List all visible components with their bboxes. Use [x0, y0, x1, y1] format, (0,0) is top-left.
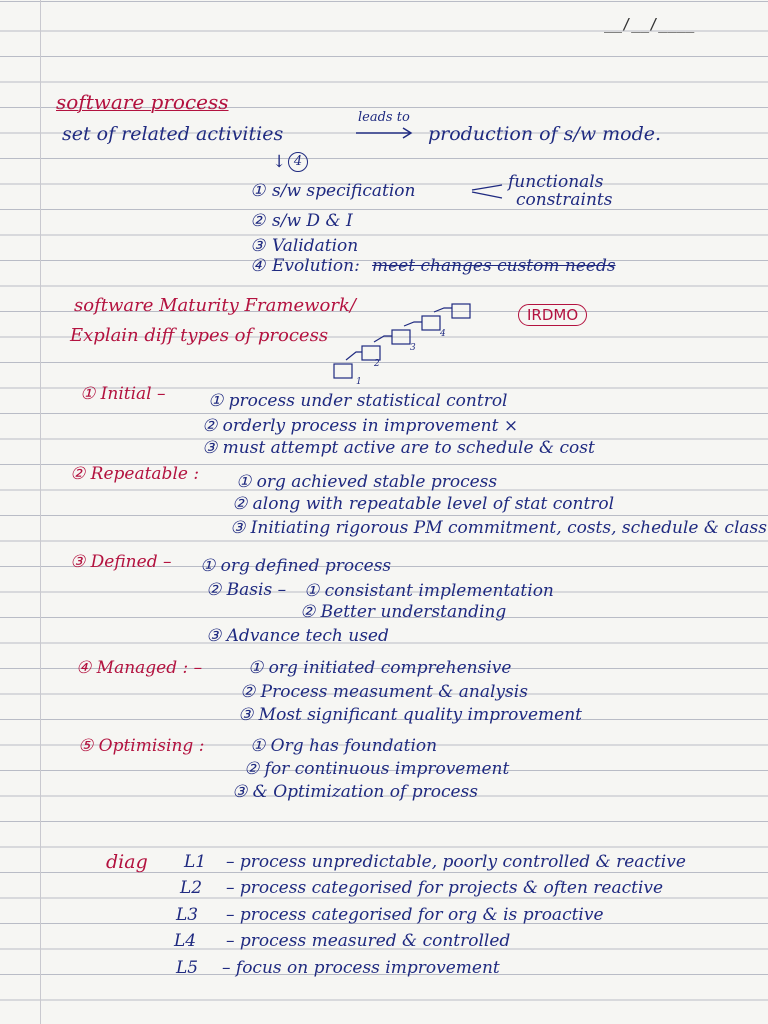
level-1-name: Initial	[100, 384, 152, 404]
stair-step-3: 3	[410, 343, 416, 353]
activity-count: 4	[288, 152, 308, 172]
level-1-point-1: ① process under statistical control	[208, 391, 508, 411]
intro-item-2-num: ②	[250, 211, 266, 231]
intro-item-4: Evolution:	[272, 256, 360, 276]
margin-line	[40, 0, 41, 1024]
diag-row-2-level: L2	[180, 878, 203, 898]
intro-item-2: s/w D & I	[272, 211, 353, 231]
intro-line: set of related activities	[62, 123, 284, 145]
level-5-point-1: ① Org has foundation	[250, 736, 438, 756]
level-1-heading: ① Initial –	[80, 384, 166, 404]
level-2-num: ②	[70, 464, 86, 484]
diag-row-4-level: L4	[174, 931, 197, 951]
intro-item-1: s/w specification	[272, 181, 416, 201]
level-3-basis-1: ① consistant implementation	[304, 581, 554, 601]
level-2-name: Repeatable	[90, 464, 188, 484]
level-5-name: Optimising	[98, 736, 194, 756]
diag-row-3-text: – process categorised for org & is proactive	[226, 905, 604, 925]
level-3-point-1: ① org defined process	[200, 556, 392, 576]
level-3-basis-2: ② Better understanding	[300, 602, 507, 622]
stair-step-2: 2	[374, 359, 380, 369]
level-1-point-2: ② orderly process in improvement ×	[202, 416, 519, 436]
level-3-point-2: ② Basis –	[206, 580, 287, 600]
level-3-num: ③	[70, 552, 86, 572]
intro-result: production of s/w mode.	[428, 123, 662, 145]
page-title: software process	[56, 90, 229, 114]
diag-label: diag	[106, 851, 148, 873]
diag-row-4-text: – process measured & controlled	[226, 931, 511, 951]
leads-to-arrow	[356, 126, 416, 140]
diag-row-2-text: – process categorised for projects & often reactive	[226, 878, 664, 898]
level-4-point-1: ① org initiated comprehensive	[248, 658, 512, 678]
stair-step-1: 1	[356, 377, 362, 387]
intro-item-4-num: ④	[250, 256, 266, 276]
level-5-heading: ⑤ Optimising :	[78, 736, 205, 756]
smf-title: software Maturity Framework/	[74, 295, 356, 316]
intro-item-3-num: ③	[250, 236, 266, 256]
spec-constraints: constraints	[516, 190, 613, 210]
level-2-point-2: ② along with repeatable level of stat control	[232, 494, 615, 514]
stair-step-4: 4	[440, 329, 446, 339]
level-3-point-3: ③ Advance tech used	[206, 626, 389, 646]
level-5-point-2: ② for continuous improvement	[244, 759, 510, 779]
level-2-point-1: ① org achieved stable process	[236, 472, 498, 492]
level-4-point-2: ② Process measument & analysis	[240, 682, 528, 702]
equiv-brace	[472, 182, 504, 202]
level-4-heading: ④ Managed : –	[76, 658, 203, 678]
level-3-name: Defined	[90, 552, 158, 572]
level-1-point-3: ③ must attempt active are to schedule & cost	[202, 438, 595, 458]
diag-row-5-level: L5	[176, 958, 199, 978]
level-4-name: Managed	[96, 658, 178, 678]
level-2-heading: ② Repeatable :	[70, 464, 200, 484]
diag-row-1-level: L1	[184, 852, 207, 872]
evolution-note: meet changes custom needs	[372, 256, 616, 276]
level-2-point-3: ③ Initiating rigorous PM commitment, costs, schedule & class	[230, 518, 767, 538]
diag-row-3-level: L3	[176, 905, 199, 925]
level-3-heading: ③ Defined –	[70, 552, 172, 572]
diag-row-5-text: – focus on process improvement	[222, 958, 500, 978]
staircase-diagram	[326, 300, 486, 382]
down-arrow-icon: ↓	[272, 152, 287, 172]
arrow-label: leads to	[358, 110, 410, 125]
spec-functionals: functionals	[508, 172, 604, 192]
level-1-num: ①	[80, 384, 96, 404]
smf-subtitle: Explain diff types of process	[70, 325, 329, 346]
date-field: __/__/____	[604, 15, 695, 33]
level-5-num: ⑤	[78, 736, 94, 756]
level-4-num: ④	[76, 658, 92, 678]
level-5-point-3: ③ & Optimization of process	[232, 782, 478, 802]
smf-acronym: IRDMO	[518, 304, 587, 326]
diag-row-1-text: – process unpredictable, poorly controlled & reactive	[226, 852, 686, 872]
level-4-point-3: ③ Most significant quality improvement	[238, 705, 582, 725]
intro-item-3: Validation	[272, 236, 359, 256]
intro-item-1-num: ①	[250, 181, 266, 201]
